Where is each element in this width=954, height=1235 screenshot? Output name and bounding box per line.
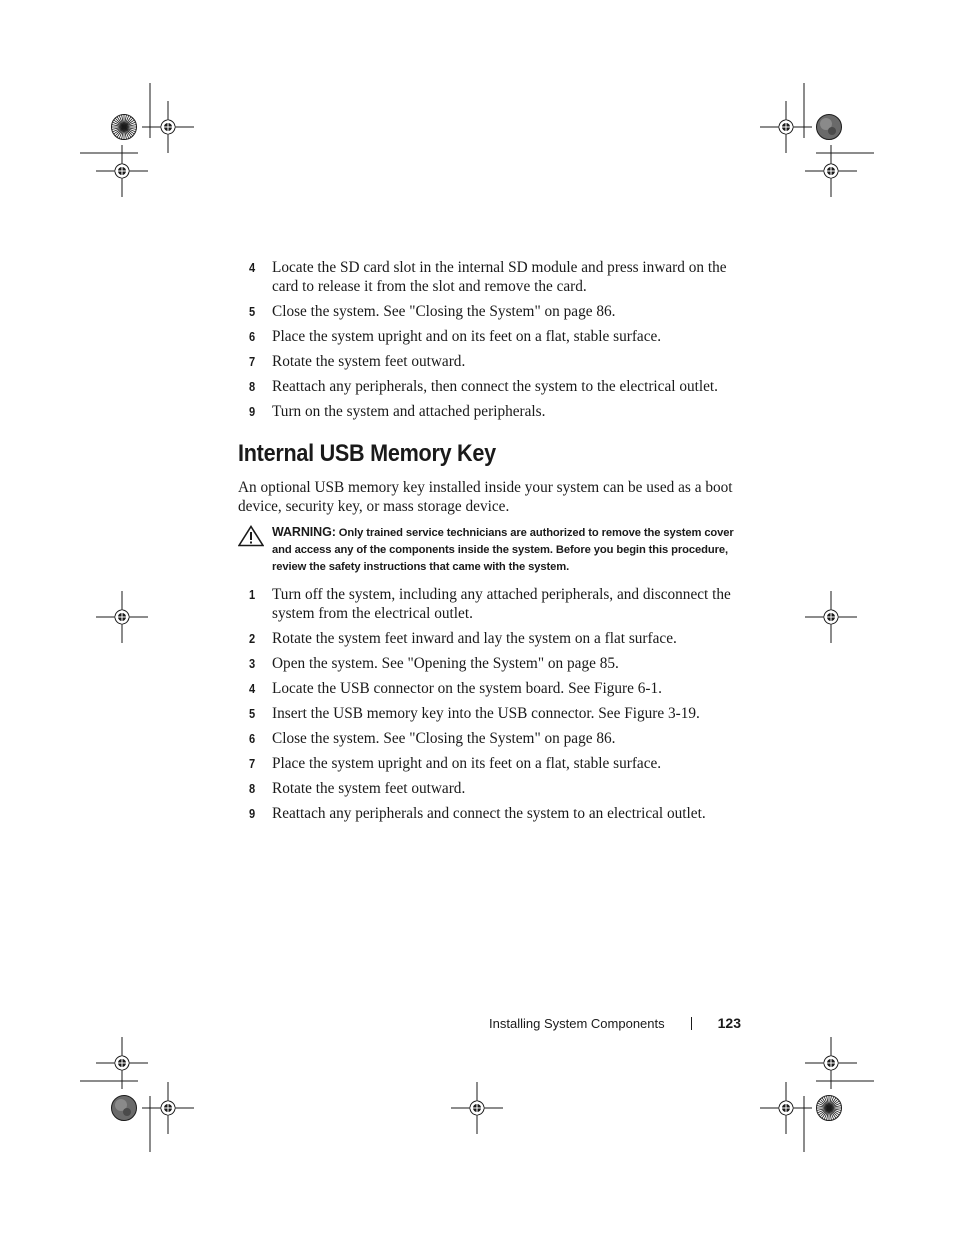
page-number: 123 bbox=[717, 1015, 741, 1031]
step-item bbox=[238, 655, 738, 674]
step-number: 6 bbox=[249, 730, 256, 746]
step-item bbox=[238, 705, 738, 724]
step-text: Close the system. See "Closing the System" on page 86. bbox=[272, 302, 616, 320]
step-item bbox=[238, 780, 738, 799]
step-number: 5 bbox=[249, 303, 256, 319]
step-item bbox=[238, 755, 738, 774]
step-text: Turn on the system and attached peripherals. bbox=[272, 402, 546, 420]
step-text: Reattach any peripherals, then connect the system to the electrical outlet. bbox=[272, 377, 718, 395]
page-content bbox=[238, 259, 738, 830]
step-text: Turn off the system, including any attached peripherals, and disconnect the system from the electrical outlet. bbox=[272, 586, 731, 622]
step-number: 7 bbox=[249, 755, 256, 771]
warning-text bbox=[272, 524, 738, 576]
warning-label: WARNING: bbox=[272, 525, 336, 539]
step-text: Place the system upright and on its feet on a flat, stable surface. bbox=[272, 327, 662, 345]
step-text: Close the system. See "Closing the System" on page 86. bbox=[272, 729, 616, 747]
section-intro: An optional USB memory key installed inside your system can be used as a boot device, security key, or mass storage device. bbox=[238, 479, 733, 515]
step-text: Insert the USB memory key into the USB connector. See Figure 3-19. bbox=[272, 704, 700, 722]
step-item bbox=[238, 403, 738, 422]
step-number: 7 bbox=[249, 353, 256, 369]
step-text: Open the system. See "Opening the System" on page 85. bbox=[272, 654, 619, 672]
warning-body: Only trained service technicians are authorized to remove the system cover and access any of the components inside the system. Before you begin this procedure, review the safety instructions that came with the system. bbox=[272, 527, 734, 573]
step-number: 2 bbox=[249, 630, 256, 646]
steps-list-continued bbox=[238, 259, 738, 421]
section-title: Internal USB Memory Key bbox=[238, 440, 496, 467]
step-text: Locate the SD card slot in the internal SD module and press inward on the card to release it from the slot and remove the card. bbox=[272, 259, 727, 295]
step-text: Rotate the system feet inward and lay the system on a flat surface. bbox=[272, 629, 677, 647]
step-text: Rotate the system feet outward. bbox=[272, 779, 466, 797]
step-text: Locate the USB connector on the system board. See Figure 6-1. bbox=[272, 679, 662, 697]
step-number: 6 bbox=[249, 328, 256, 344]
step-number: 3 bbox=[249, 655, 256, 671]
step-number: 1 bbox=[249, 587, 256, 602]
step-item bbox=[238, 378, 738, 397]
warning-triangle-icon bbox=[238, 525, 264, 547]
step-number: 4 bbox=[249, 680, 256, 696]
step-text: Place the system upright and on its feet on a flat, stable surface. bbox=[272, 754, 662, 772]
step-item bbox=[238, 805, 738, 824]
step-text: Rotate the system feet outward. bbox=[272, 352, 466, 370]
step-number: 5 bbox=[249, 705, 256, 721]
step-number: 8 bbox=[249, 780, 256, 796]
step-item bbox=[238, 303, 738, 322]
step-number: 8 bbox=[249, 378, 256, 394]
step-number: 9 bbox=[249, 403, 256, 419]
footer-separator bbox=[691, 1017, 692, 1030]
page-footer bbox=[489, 1015, 741, 1031]
step-item bbox=[238, 259, 738, 296]
step-number: 9 bbox=[249, 805, 256, 821]
step-item bbox=[238, 353, 738, 372]
step-item bbox=[238, 730, 738, 749]
step-item bbox=[238, 680, 738, 699]
step-item bbox=[238, 328, 738, 347]
footer-chapter: Installing System Components bbox=[489, 1015, 665, 1031]
step-item bbox=[238, 586, 738, 623]
steps-list-usb bbox=[238, 586, 738, 823]
step-number: 4 bbox=[249, 260, 256, 275]
warning-box bbox=[238, 524, 738, 576]
step-text: Reattach any peripherals and connect the system to an electrical outlet. bbox=[272, 804, 706, 822]
step-item bbox=[238, 630, 738, 649]
